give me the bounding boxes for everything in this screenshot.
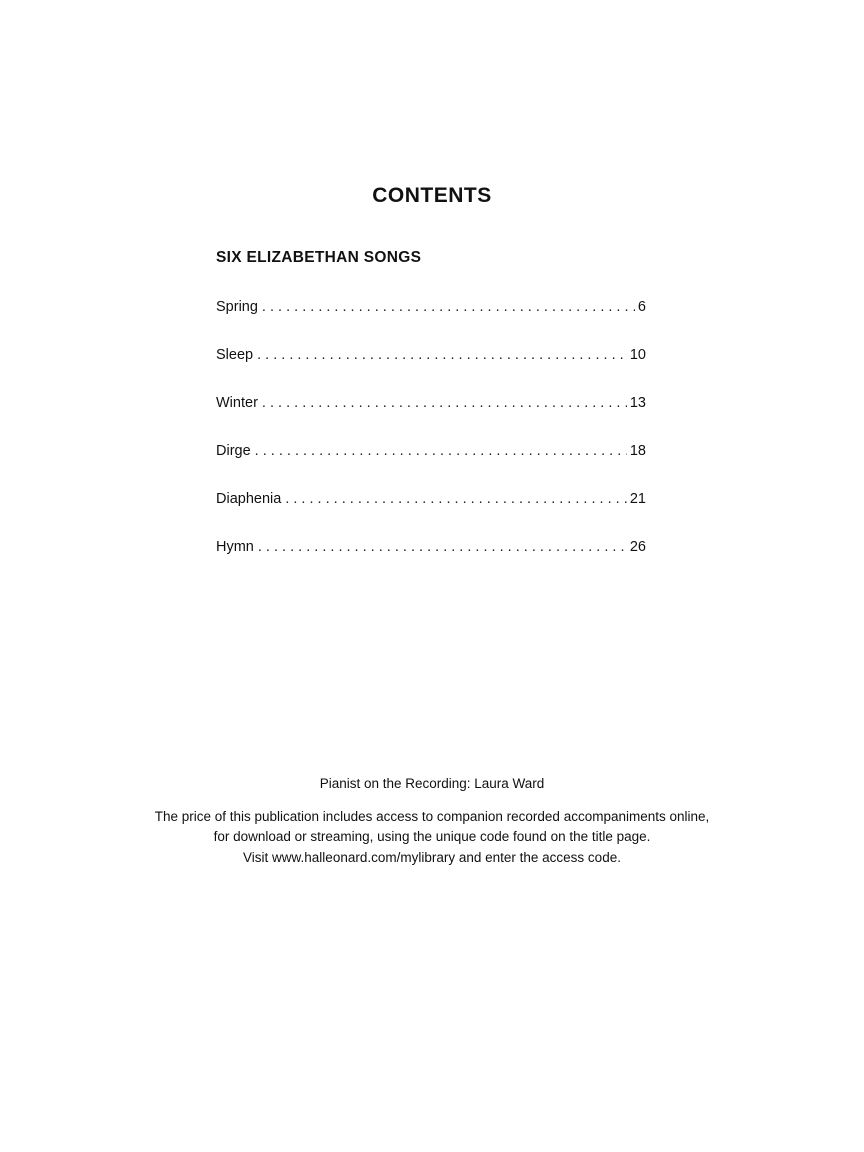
- toc-entry-title: Sleep: [216, 347, 254, 363]
- dot-leader: [257, 344, 627, 366]
- toc-entry-page: 21: [629, 491, 646, 507]
- toc-entry-page: 13: [629, 395, 646, 411]
- access-note-line: Visit www.halleonard.com/mylibrary and enter the access code.: [243, 849, 621, 865]
- page-title: CONTENTS: [372, 184, 492, 207]
- access-note-line: The price of this publication includes access to companion recorded accompaniments online,: [154, 808, 710, 824]
- dot-leader: [285, 488, 627, 510]
- toc-entry-dirge: [216, 440, 646, 488]
- toc-entry-title: Winter: [216, 395, 258, 411]
- toc-entry-page: 26: [629, 539, 646, 555]
- dot-leader: [262, 296, 635, 318]
- toc-entry-page: 6: [637, 299, 646, 315]
- toc-entry-title: Diaphenia: [216, 491, 282, 507]
- toc-entry-title: Dirge: [216, 443, 251, 459]
- toc-entry-page: 18: [629, 443, 646, 459]
- dot-leader: [258, 536, 627, 558]
- dot-leader: [255, 440, 627, 462]
- toc-entry-winter: [216, 392, 646, 440]
- dot-leader: [262, 392, 627, 414]
- toc-entry-hymn: [216, 536, 646, 584]
- toc-entry-diaphenia: [216, 488, 646, 536]
- toc-entry-sleep: [216, 344, 646, 392]
- table-of-contents: [216, 296, 646, 584]
- access-note-line: for download or streaming, using the unique code found on the title page.: [213, 829, 651, 844]
- pianist-credit: Pianist on the Recording: Laura Ward: [319, 776, 545, 791]
- toc-entry-title: Hymn: [216, 539, 254, 555]
- section-heading: SIX ELIZABETHAN SONGS: [216, 249, 422, 266]
- credits-block: [0, 774, 864, 868]
- toc-entry-spring: [216, 296, 646, 344]
- toc-entry-title: Spring: [216, 299, 258, 315]
- toc-entry-page: 10: [629, 347, 646, 363]
